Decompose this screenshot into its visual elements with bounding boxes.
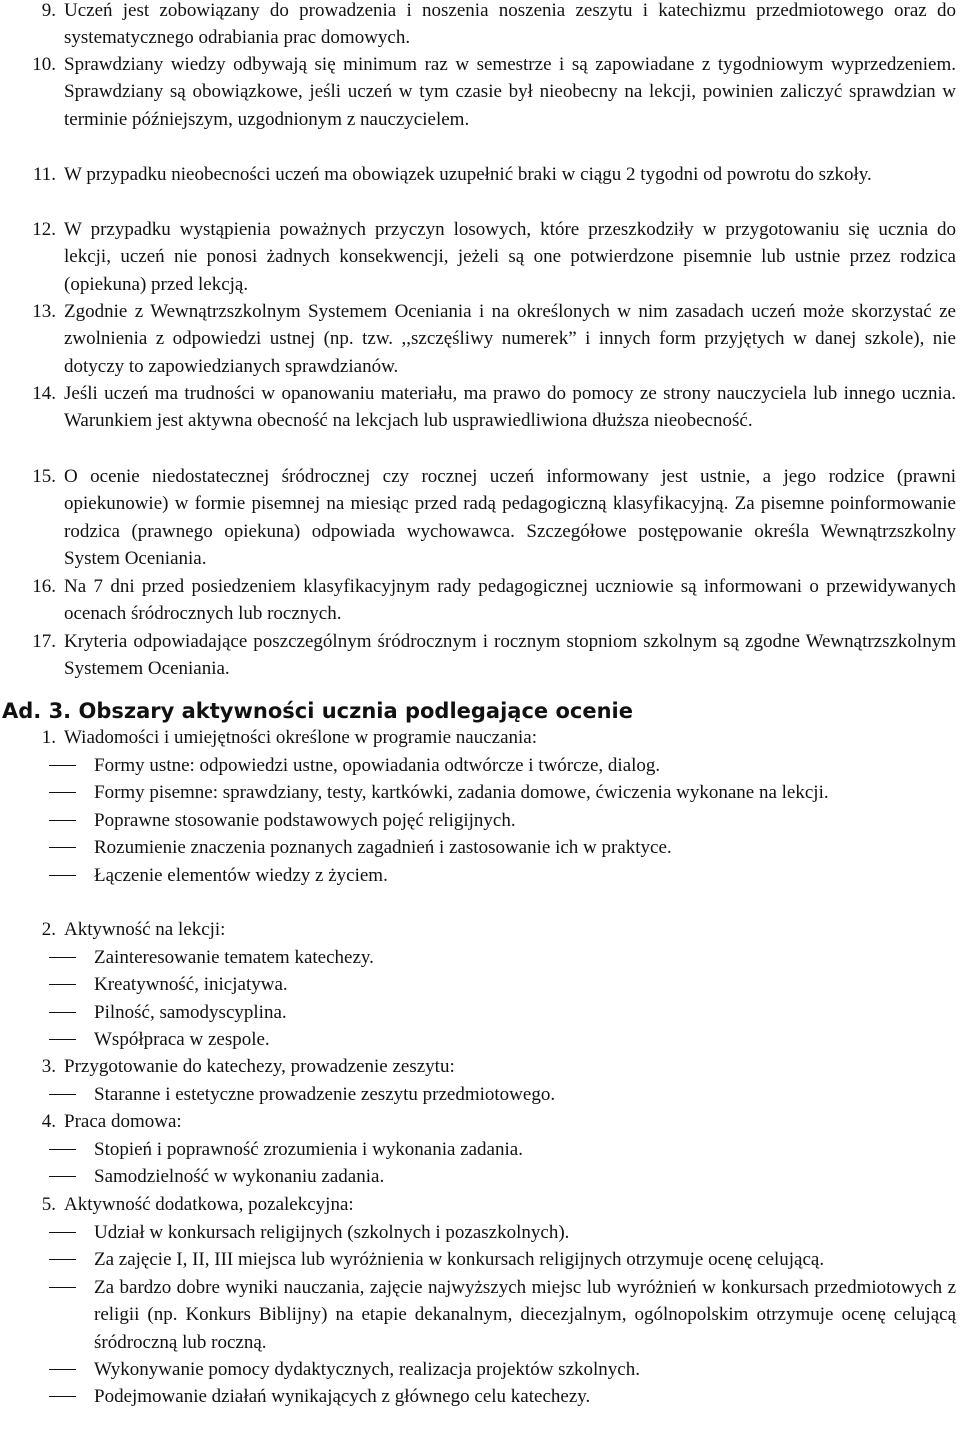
rule-number: 15. [32,466,56,487]
rule-text: Na 7 dni przed posiedzeniem klasyfikacyjnym rady pedagogicznej uczniowie są informowani o przewidywanych ocenach śródrocznych lub rocznych. [64,576,956,625]
list-item-text: Samodzielność w wykonaniu zadania. [94,1166,385,1188]
list-item-text: Poprawne stosowanie podstawowych pojęć religijnych. [94,809,516,831]
dash-bullet-icon [49,847,76,848]
rule-text: Jeśli uczeń ma trudności w opanowaniu materiału, ma prawo do pomocy ze strony nauczyciela lub innego ucznia. Warunkiem jest aktywna obecność na lekcjach lub usprawiedliwiona dłuższa nieobecność. [64,383,956,432]
section-title: Przygotowanie do katechezy, prowadzenie zeszytu: [64,1056,455,1077]
list-item [0,944,956,971]
list-item [0,1026,956,1053]
list-item [0,1136,956,1163]
rule-number: 16. [32,576,56,597]
list-item-text: Formy pisemne: sprawdziany, testy, kartkówki, zadania domowe, ćwiczenia wykonane na lekcji. [94,782,829,804]
list-item [0,1356,956,1383]
rule-number: 17. [32,631,56,652]
list-item-text: Stopień i poprawność zrozumienia i wykonania zadania. [94,1139,523,1160]
list-item-text: Za bardzo dobre wyniki nauczania, zajęcie najwyższych miejsc lub wyróżnień w konkursach przedmiotowych z religii (np. Konkurs Biblijny) na etapie dekanalnym, diecezjalnym, ogólnopolskim otrzymuje ocenę celującą śródroczną lub roczną. [94,1276,956,1353]
bullet-list [0,1136,960,1191]
list-item [0,862,956,889]
section-number: 3. [41,1056,56,1077]
rule-text: W przypadku wystąpienia poważnych przyczyn losowych, które przeszkodziły w przygotowaniu się ucznia do lekcji, uczeń nie ponosi żadnych konsekwencji, jeżeli są one potwierdzone pisemnie lub ustnie przez rodzica (opiekuna) przed lekcją. [64,219,956,295]
list-item-text: Rozumienie znaczenia poznanych zagadnień i zastosowanie ich w praktyce. [94,837,672,859]
dash-bullet-icon [49,1369,76,1370]
list-item [0,1219,956,1246]
list-item-text: Za zajęcie I, II, III miejsca lub wyróżnienia w konkursach religijnych otrzymuje ocenę celującą. [94,1249,825,1271]
list-item-text: Udział w konkursach religijnych (szkolnych i pozaszkolnych). [94,1222,570,1243]
dash-bullet-icon [49,1396,76,1397]
list-item-text: Formy ustne: odpowiedzi ustne, opowiadania odtwórcze i twórcze, dialog. [94,755,661,776]
rule-9 [41,0,956,52]
section-number: 1. [41,727,56,748]
list-item-text: Kreatywność, inicjatywa. [94,974,288,996]
rule-13 [32,298,956,380]
list-item-text: Pilność, samodyscyplina. [94,1001,287,1023]
list-item [0,1081,956,1108]
list-item [0,807,956,834]
rule-number: 14. [32,383,56,404]
dash-bullet-icon [49,820,76,821]
rule-15 [32,463,956,573]
rule-text: O ocenie niedostatecznej śródrocznej czy rocznej uczeń informowany jest ustnie, a jego rodzice (prawni opiekunowie) w formie pisemnej na miesiąc przed radą pedagogiczną klasyfikacyjną. Za pisemne poinformowanie rodzica (prawnego opiekuna) odpowiada wychowawca. Szczegółowe postępowanie określa Wewnątrzszkolny System Oceniania. [64,466,956,570]
rule-number: 12. [32,219,56,240]
section-title: Aktywność dodatkowa, pozalekcyjna: [64,1194,354,1215]
list-item [0,1246,956,1273]
rule-14 [32,380,956,435]
dash-bullet-icon [49,765,76,766]
list-item-text: Staranne i estetyczne prowadzenie zeszytu przedmiotowego. [94,1084,556,1105]
list-item [0,779,956,806]
list-item [0,1274,956,1356]
list-item [0,1383,956,1410]
section-number: 2. [41,919,56,940]
section-number: 5. [41,1194,56,1215]
rule-16 [32,573,956,628]
rule-number: 9. [41,0,56,21]
list-item [0,752,956,779]
list-item [0,834,956,861]
list-item [0,1163,956,1190]
dash-bullet-icon [49,1232,76,1233]
section-heading: Ad. 3. Obszary aktywności ucznia podlegające ocenie [2,699,633,723]
dash-bullet-icon [49,875,76,876]
dash-bullet-icon [49,1259,76,1260]
list-item [0,999,956,1026]
rule-text: Sprawdziany wiedzy odbywają się minimum raz w semestrze i są zapowiadane z tygodniowym wyprzedzeniem. Sprawdziany są obowiązkowe, jeśli uczeń w tym czasie był nieobecny na lekcji, powinien zaliczyć sprawdzian w terminie późniejszym, uzgodnionym z nauczycielem. [64,54,956,130]
dash-bullet-icon [49,1039,76,1040]
dash-bullet-icon [49,1012,76,1013]
rule-text: Zgodnie z Wewnątrzszkolnym Systemem Oceniania i na określonych w nim zasadach uczeń może skorzystać ze zwolnienia z odpowiedzi ustnej (np. tzw. ,,szczęśliwy numerek” i innych form przyjętych w danej szkole), nie dotyczy to zapowiedzianych sprawdzianów. [64,301,956,377]
rule-text: Uczeń jest zobowiązany do prowadzenia i noszenia noszenia zeszytu i katechizmu przedmiotowego oraz do systematycznego odrabiania prac domowych. [64,0,956,49]
rule-11 [32,161,956,188]
dash-bullet-icon [49,1094,76,1095]
list-item-text: Wykonywanie pomocy dydaktycznych, realizacja projektów szkolnych. [94,1359,640,1381]
dash-bullet-icon [49,984,76,985]
rule-number: 11. [32,164,56,185]
section-title: Wiadomości i umiejętności określone w programie nauczania: [64,727,538,748]
list-item-text: Łączenie elementów wiedzy z życiem. [94,864,388,886]
dash-bullet-icon [49,1149,76,1150]
section-title: Aktywność na lekcji: [64,919,226,940]
list-item-text: Podejmowanie działań wynikających z głównego celu katechezy. [94,1386,591,1408]
section-title: Praca domowa: [64,1111,182,1132]
rule-number: 13. [32,301,56,322]
rule-12 [32,216,956,298]
dash-bullet-icon [49,1287,76,1288]
list-item-text: Zainteresowanie tematem katechezy. [94,947,374,968]
rule-text: Kryteria odpowiadające poszczególnym śródrocznym i rocznym stopniom szkolnym są zgodne Wewnątrzszkolnym Systemem Oceniania. [64,631,956,680]
section-number: 4. [41,1111,56,1132]
rule-10 [32,51,956,133]
bullet-list [0,752,960,889]
bullet-list [0,1081,960,1108]
dash-bullet-icon [49,792,76,793]
rule-text: W przypadku nieobecności uczeń ma obowiązek uzupełnić braki w ciągu 2 tygodni od powrotu do szkoły. [64,164,872,185]
list-item [0,971,956,998]
rule-17 [32,628,956,683]
dash-bullet-icon [49,957,76,958]
dash-bullet-icon [49,1176,76,1177]
list-item-text: Współpraca w zespole. [94,1029,270,1051]
bullet-list [0,944,960,1054]
rule-number: 10. [32,54,56,75]
bullet-list [0,1219,960,1411]
